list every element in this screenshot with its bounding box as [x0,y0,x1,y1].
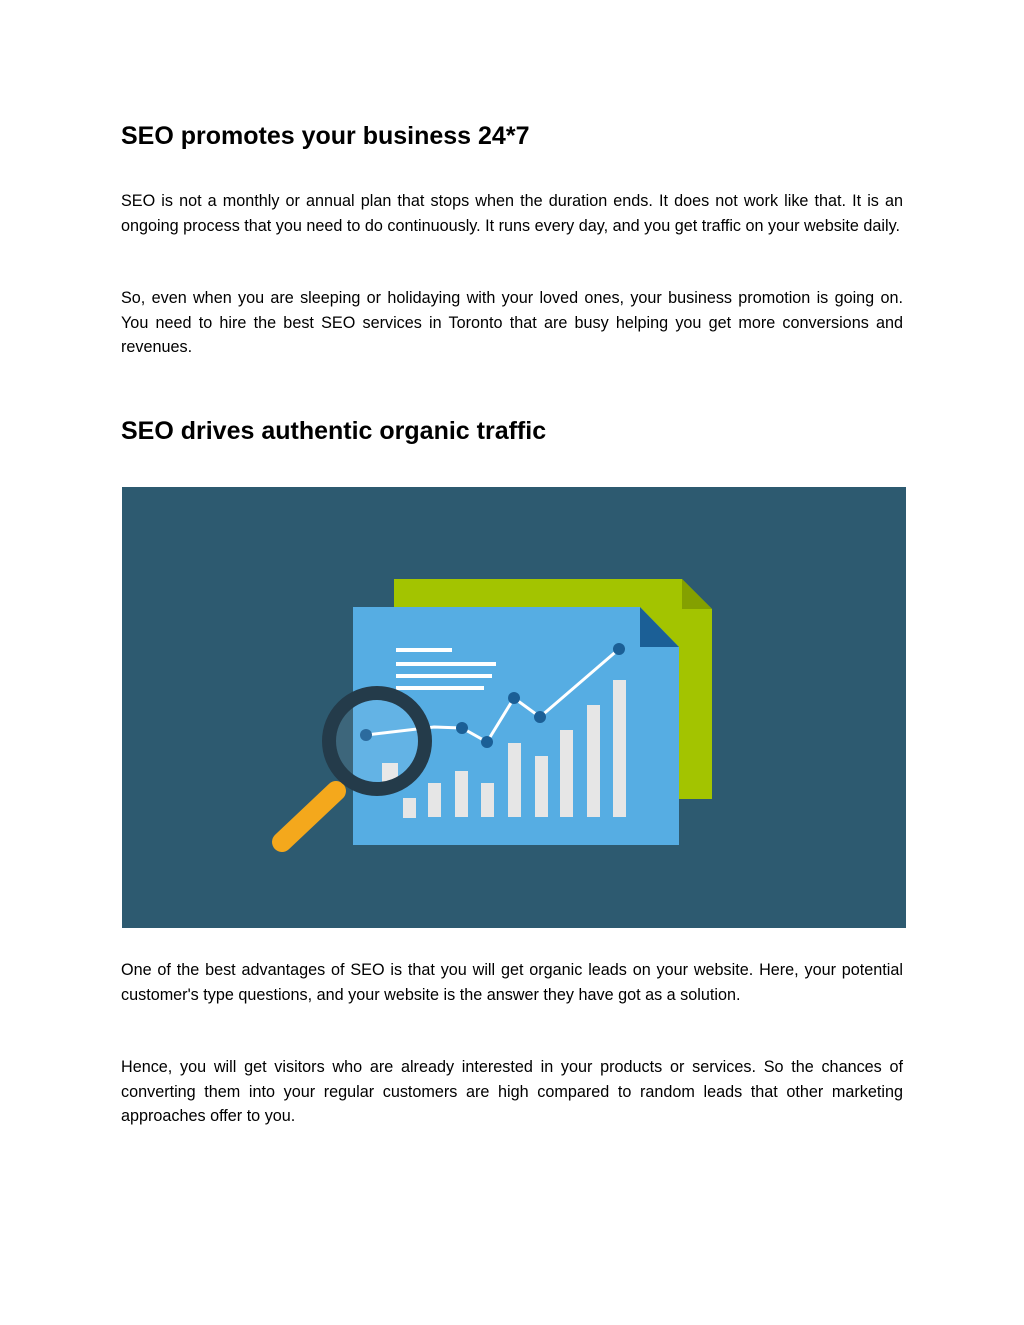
text-line [396,662,496,666]
section-heading-organic-traffic: SEO drives authentic organic traffic [121,417,547,445]
trend-dot [534,711,546,723]
trend-dot [481,736,493,748]
paragraph: SEO is not a monthly or annual plan that stops when the duration ends. It does not work like that. It is an ongoing process that you need to do continuously. It runs every day, and you get traffic on your website daily. [121,192,903,235]
chart-bar [455,771,468,817]
illustration-svg [122,487,906,928]
section-heading-24x7: SEO promotes your business 24*7 [121,122,530,150]
paragraph: One of the best advantages of SEO is that you will get organic leads on your website. Here, your potential customer's type questions, and your website is the answer they have got as a solution. [121,961,903,1004]
chart-bar [587,705,600,817]
trend-dot [508,692,520,704]
chart-bar [535,756,548,817]
chart-bar [481,783,494,817]
paragraph: So, even when you are sleeping or holidaying with your loved ones, your business promotion is going on. You need to hire the best SEO services in Toronto that are busy helping you get more conversions and revenues. [121,289,903,356]
paragraph: Hence, you will get visitors who are already interested in your products or services. So the chances of converting them into your regular customers are high compared to random leads that other marketing approaches offer to you. [121,1058,903,1125]
chart-bar [428,783,441,817]
magnifier-lens-glass [336,700,418,782]
text-line [396,686,484,690]
text-line [396,674,492,678]
trend-dot [613,643,625,655]
back-page-fold [682,579,712,609]
chart-bar [403,798,416,818]
chart-bar [613,680,626,817]
magnifier-handle [282,791,336,842]
trend-dot [456,722,468,734]
chart-bar [560,730,573,817]
seo-analytics-illustration [122,487,906,928]
chart-bar [508,743,521,817]
text-line [396,648,452,652]
